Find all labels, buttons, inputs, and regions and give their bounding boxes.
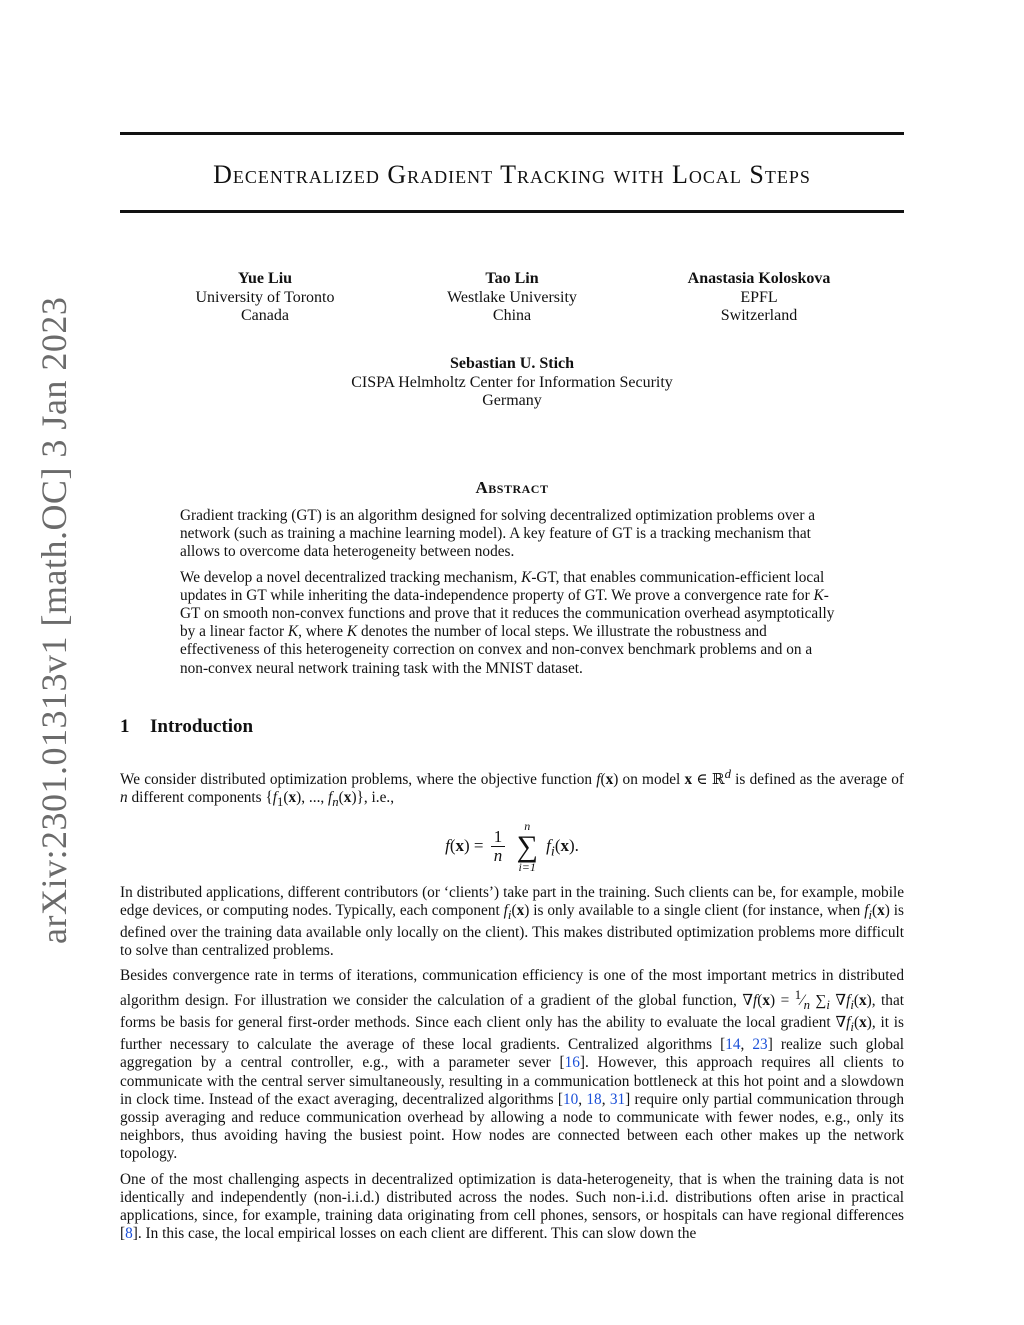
- author-4: [262, 355, 762, 411]
- citation-link[interactable]: 14: [725, 1036, 741, 1054]
- author-affiliation: University of Toronto: [195, 288, 335, 306]
- author-3: [644, 270, 874, 326]
- author-country: Germany: [482, 392, 542, 409]
- author-affiliation: EPFL: [740, 288, 778, 306]
- citation-link[interactable]: 18: [586, 1090, 602, 1108]
- introduction-body: [120, 765, 904, 1250]
- author-name: Sebastian U. Stich: [449, 355, 575, 372]
- author-2: [397, 270, 627, 326]
- arxiv-identifier: arXiv:2301.01313v1 [math.OC] 3 Jan 2023: [34, 296, 74, 944]
- author-country: Canada: [241, 307, 289, 324]
- author-affiliation: Westlake University: [447, 288, 577, 306]
- citation-link[interactable]: 8: [125, 1225, 133, 1243]
- abstract-heading: Abstract: [475, 478, 549, 497]
- intro-paragraph-3: Besides convergence rate in terms of iterations, communication efficiency is one of the most important metrics in distributed algorithm design. For illustration we consider the calculation of a gradient of the global function, $\nabla f(x) = ^1⁄_n$ $\sum_i$ $\nabla f_i(x)$, that forms be basis for general first-order methods. Since each client only has the ability to evaluate the local gradient $\nabla f_i(x)$, it is further necessary to calculate the average of these local gradients. Centralized algorithms [14, 23] realize such global aggregation by a central controller, e.g., with a parameter sever [16]. However, this approach requires all clients to communicate with the central server simultaneously, resulting in a communication bottleneck at this hot point and a slowdown in clock time. Instead of the exact averaging, decentralized algorithms [10, 18, 31] require only partial communication through gossip averaging and reduce communication overhead by allowing a node to communicate with fewer nodes, e.g., only its neighbors, thus avoiding having the busiest point. How nodes are connected between each other makes up the network topology.: [120, 967, 905, 1163]
- author-country: Switzerland: [720, 307, 798, 324]
- title-rule-top: [120, 132, 904, 135]
- section-heading-introduction: 1 Introduction: [120, 716, 254, 737]
- author-name: Yue Liu: [237, 270, 293, 287]
- author-block: [150, 270, 874, 326]
- intro-paragraph-2: In distributed applications, different contributors (or ‘clients’) take part in the training. Such clients can be, for example, mobile edge devices, or computing nodes. Typically, each component $f_i(x)$ is only available to a single client (for instance, when $f_i(x)$ is defined over the training data available only locally on the client). This makes distributed optimization problems more difficult to solve than centralized problems.: [120, 883, 904, 960]
- abstract-paragraph-1: Gradient tracking (GT) is an algorithm designed for solving decentralized optimization problems over a network (such as training a machine learning model). A key feature of GT is a tracking mechanism that allows to overcome data heterogeneity between nodes.: [180, 507, 816, 561]
- intro-paragraph-1: We consider distributed optimization problems, where the objective function f(x) on model x ∈ ℝ$^d$ is defined as the average of n different components {$f_1(x)$, ..., $f_n(x)$}, i.e.,: [120, 767, 904, 810]
- abstract-body: [180, 507, 844, 685]
- author-1: [150, 270, 380, 326]
- citation-link[interactable]: 10: [562, 1090, 579, 1108]
- author-affiliation: CISPA Helmholtz Center for Information Security: [351, 373, 673, 391]
- paper-title: Decentralized Gradient Tracking with Local Steps: [213, 160, 811, 189]
- author-name: Anastasia Koloskova: [687, 270, 831, 287]
- citation-link[interactable]: 31: [609, 1090, 626, 1108]
- abstract-paragraph-2: We develop a novel decentralized tracking mechanism, K-GT, that enables communication-efficient local updates in GT while inheriting the data-independence property of GT. We prove a convergence rate for K-GT on smooth non-convex functions and prove that it reduces the communication overhead asymptotically by a linear factor K, where K denotes the number of local steps. We illustrate the robustness and effectiveness of this heterogeneity correction on convex and non-convex benchmark problems and on a non-convex neural network training task with the MNIST dataset.: [180, 568, 835, 677]
- intro-paragraph-4: One of the most challenging aspects in decentralized optimization is data-heterogeneity, that is when the training data is not identically and independently (non-i.i.d.) distributed across the nodes. Such non-i.i.d. distributions often arise in practical applications, since, for example, training data originating from cell phones, sensors, or hospitals can have regional differences [8]. In this case, the local empirical losses on each client are different. This can slow down the: [120, 1170, 904, 1243]
- author-name: Tao Lin: [485, 270, 539, 287]
- citation-link[interactable]: 16: [564, 1054, 580, 1072]
- equation-objective: f(x) = $\frac{1}{n}$ n ∑ i=1 $f_i(x)$.: [445, 818, 579, 874]
- title-rule-bottom: [120, 210, 904, 213]
- citation-link[interactable]: 23: [752, 1036, 768, 1054]
- author-country: China: [492, 307, 532, 324]
